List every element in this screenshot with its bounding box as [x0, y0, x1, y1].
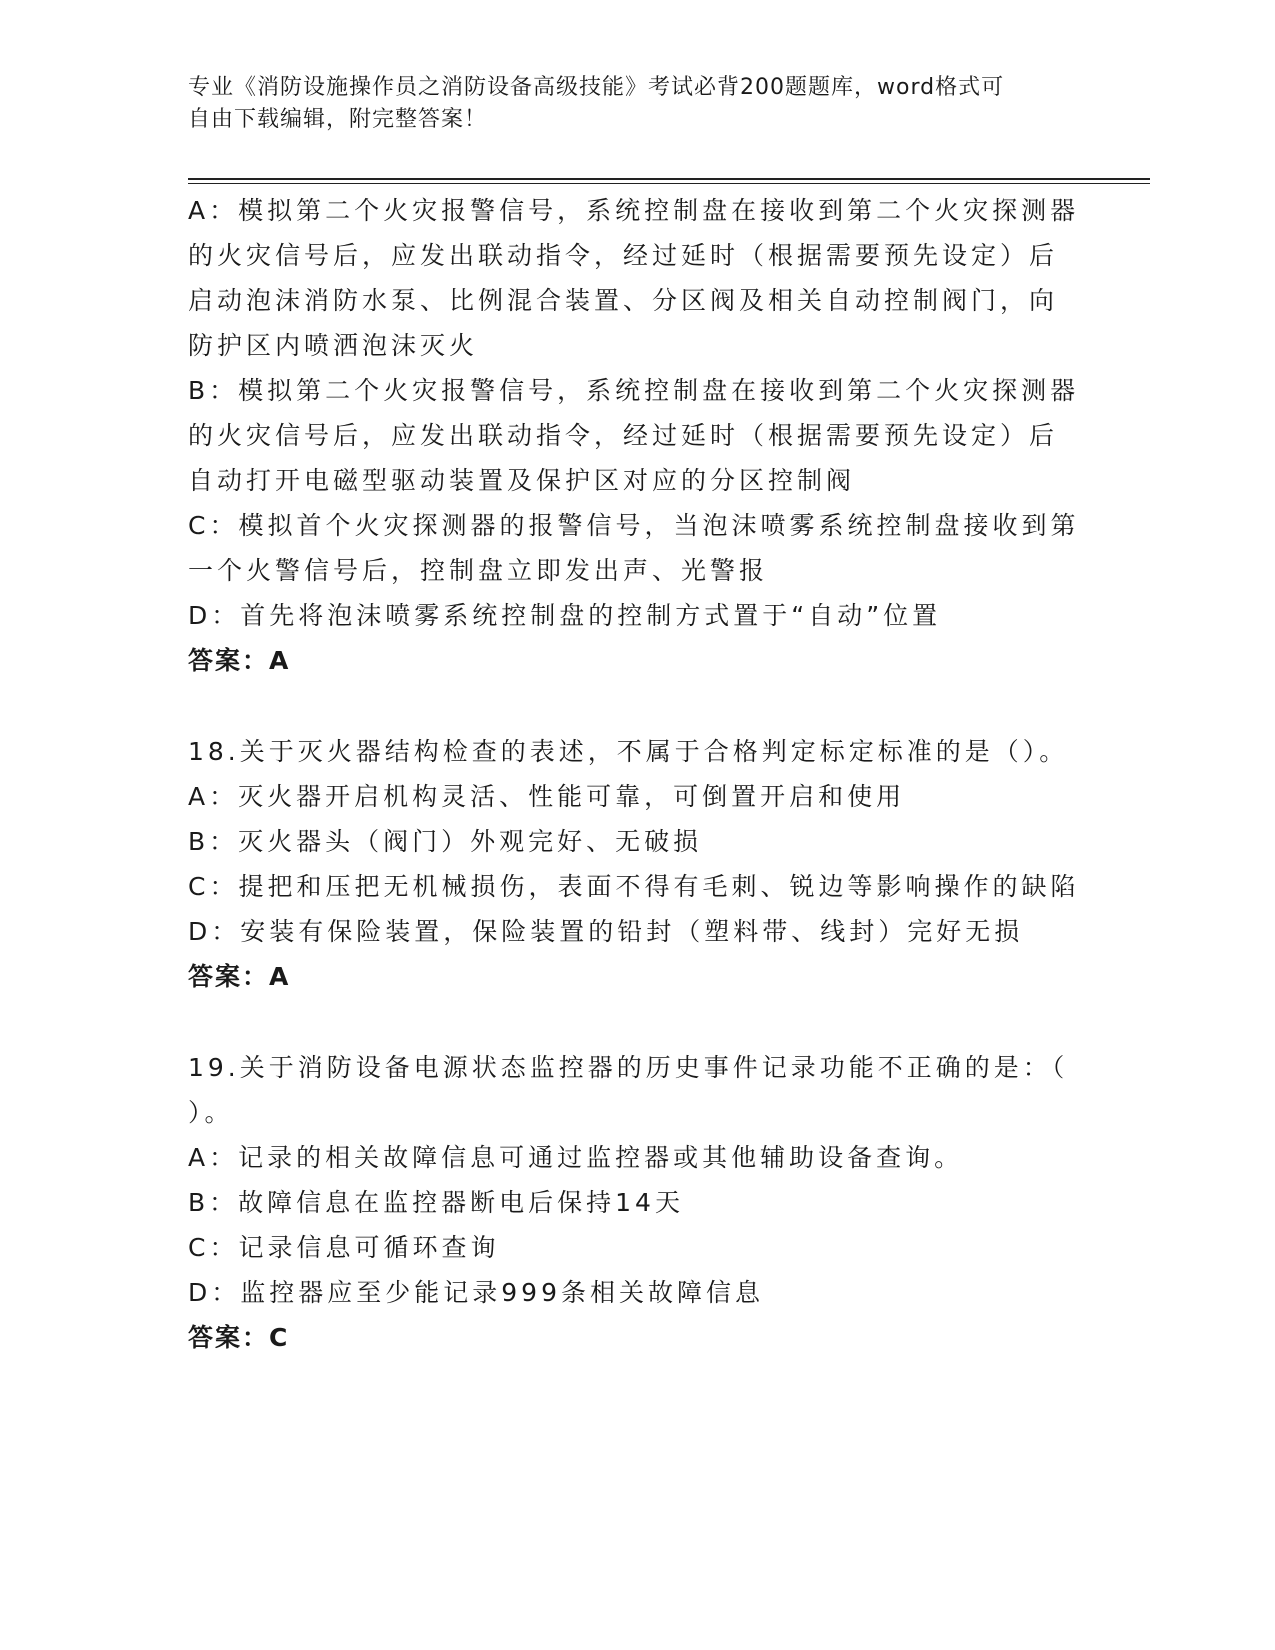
q17-block — [188, 188, 1088, 683]
q19-answer: 答案：C — [188, 1323, 290, 1352]
q19-block — [188, 1045, 1088, 1360]
q17-option-b-line-2: 的火灾信号后，应发出联动指令，经过延时（根据需要预先设定）后 — [188, 421, 1059, 450]
header-rule-thin — [188, 183, 1150, 184]
q17-option-c-line-2: 一个火警信号后，控制盘立即发出声、光警报 — [188, 556, 769, 585]
q19-option-a: A：记录的相关故障信息可通过监控器或其他辅助设备查询。 — [188, 1143, 964, 1172]
q19-option-d: D：监控器应至少能记录999条相关故障信息 — [188, 1278, 764, 1307]
q17-option-a-line-3: 启动泡沫消防水泵、比例混合装置、分区阀及相关自动控制阀门，向 — [188, 286, 1059, 315]
q18-option-b: B：灭火器头（阀门）外观完好、无破损 — [188, 827, 703, 856]
q19-question-line-2: ）。 — [188, 1098, 234, 1127]
q18-question: 18.关于灭火器结构检查的表述，不属于合格判定标定标准的是（）。 — [188, 737, 1069, 766]
header-rule-thick — [188, 178, 1150, 180]
question-content — [188, 188, 1088, 1360]
q17-option-b-line-1: B：模拟第二个火灾报警信号，系统控制盘在接收到第二个火灾探测器 — [188, 376, 1080, 405]
header-line-1: 专业《消防设施操作员之消防设备高级技能》考试必背200题题库，word格式可 — [188, 75, 1005, 100]
q17-option-d: D：首先将泡沫喷雾系统控制盘的控制方式置于“自动”位置 — [188, 601, 942, 630]
q17-option-a-line-2: 的火灾信号后，应发出联动指令，经过延时（根据需要预先设定）后 — [188, 241, 1059, 270]
q17-option-b-line-3: 自动打开电磁型驱动装置及保护区对应的分区控制阀 — [188, 466, 856, 495]
q19-option-c: C：记录信息可循环查询 — [188, 1233, 500, 1262]
q17-option-a-line-1: A：模拟第二个火灾报警信号，系统控制盘在接收到第二个火灾探测器 — [188, 196, 1080, 225]
q18-option-a: A：灭火器开启机构灵活、性能可靠，可倒置开启和使用 — [188, 782, 906, 811]
q17-option-a-line-4: 防护区内喷洒泡沫灭火 — [188, 331, 479, 360]
document-header — [188, 72, 1068, 136]
spacer — [188, 999, 1088, 1045]
q19-question-line-1: 19.关于消防设备电源状态监控器的历史事件记录功能不正确的是：（ — [188, 1053, 1069, 1082]
q18-block — [188, 729, 1088, 999]
q18-option-d: D：安装有保险装置，保险装置的铅封（塑料带、线封）完好无损 — [188, 917, 1024, 946]
header-line-2: 自由下载编辑，附完整答案！ — [188, 107, 488, 132]
q18-answer: 答案：A — [188, 962, 291, 991]
q19-option-b: B：故障信息在监控器断电后保持14天 — [188, 1188, 684, 1217]
q18-option-c: C：提把和压把无机械损伤，表面不得有毛刺、锐边等影响操作的缺陷 — [188, 872, 1080, 901]
spacer — [188, 683, 1088, 729]
q17-answer: 答案：A — [188, 646, 291, 675]
q17-option-c-line-1: C：模拟首个火灾探测器的报警信号，当泡沫喷雾系统控制盘接收到第 — [188, 511, 1080, 540]
